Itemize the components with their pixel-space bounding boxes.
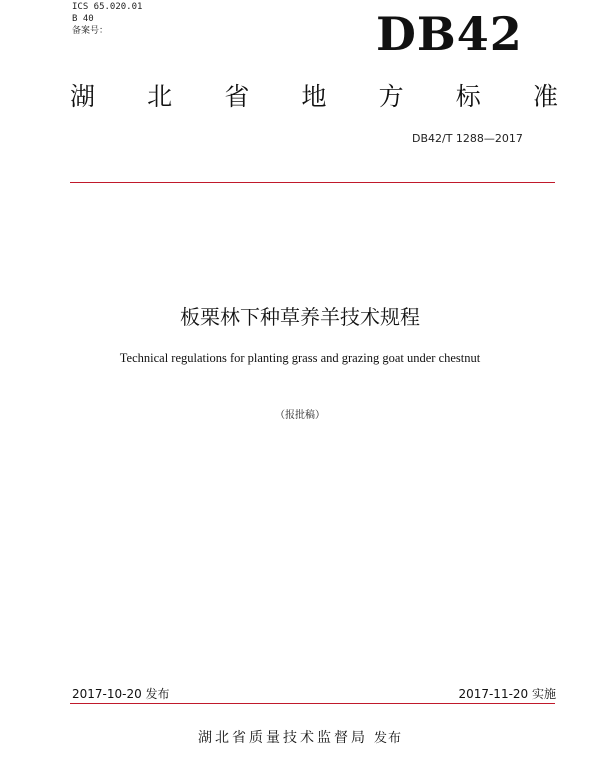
standard-type-char: 省 xyxy=(224,82,250,111)
issuer-name: 湖北省质量技术监督局 xyxy=(197,730,368,746)
standard-type-char: 标 xyxy=(455,82,481,111)
ccs-code: B 40 xyxy=(72,14,94,24)
standard-type-char: 方 xyxy=(378,82,404,111)
standard-type-char: 湖 xyxy=(70,82,96,111)
top-divider xyxy=(70,182,555,183)
implementation-date: 2017-11-20 实施 xyxy=(458,687,556,701)
ics-code: ICS 65.020.01 xyxy=(72,2,143,12)
standard-type-heading xyxy=(70,80,558,114)
standard-type-char: 准 xyxy=(532,82,558,111)
standard-number: DB42/T 1288—2017 xyxy=(412,132,523,145)
issuer-line xyxy=(0,728,600,749)
bottom-divider xyxy=(70,703,555,704)
title-english: Technical regulations for planting grass and grazing goat under chestnut xyxy=(119,351,481,365)
standard-type-char: 北 xyxy=(147,82,173,111)
publish-label: 发布 xyxy=(373,731,402,746)
standard-type-char: 地 xyxy=(301,82,327,111)
record-number-label: 备案号： xyxy=(72,26,109,36)
draft-status-note: （报批稿） xyxy=(275,410,325,421)
issue-date: 2017-10-20 发布 xyxy=(72,687,170,701)
standard-code-logo: DB42 xyxy=(376,7,523,61)
title-chinese: 板栗林下种草养羊技术规程 xyxy=(180,305,420,329)
